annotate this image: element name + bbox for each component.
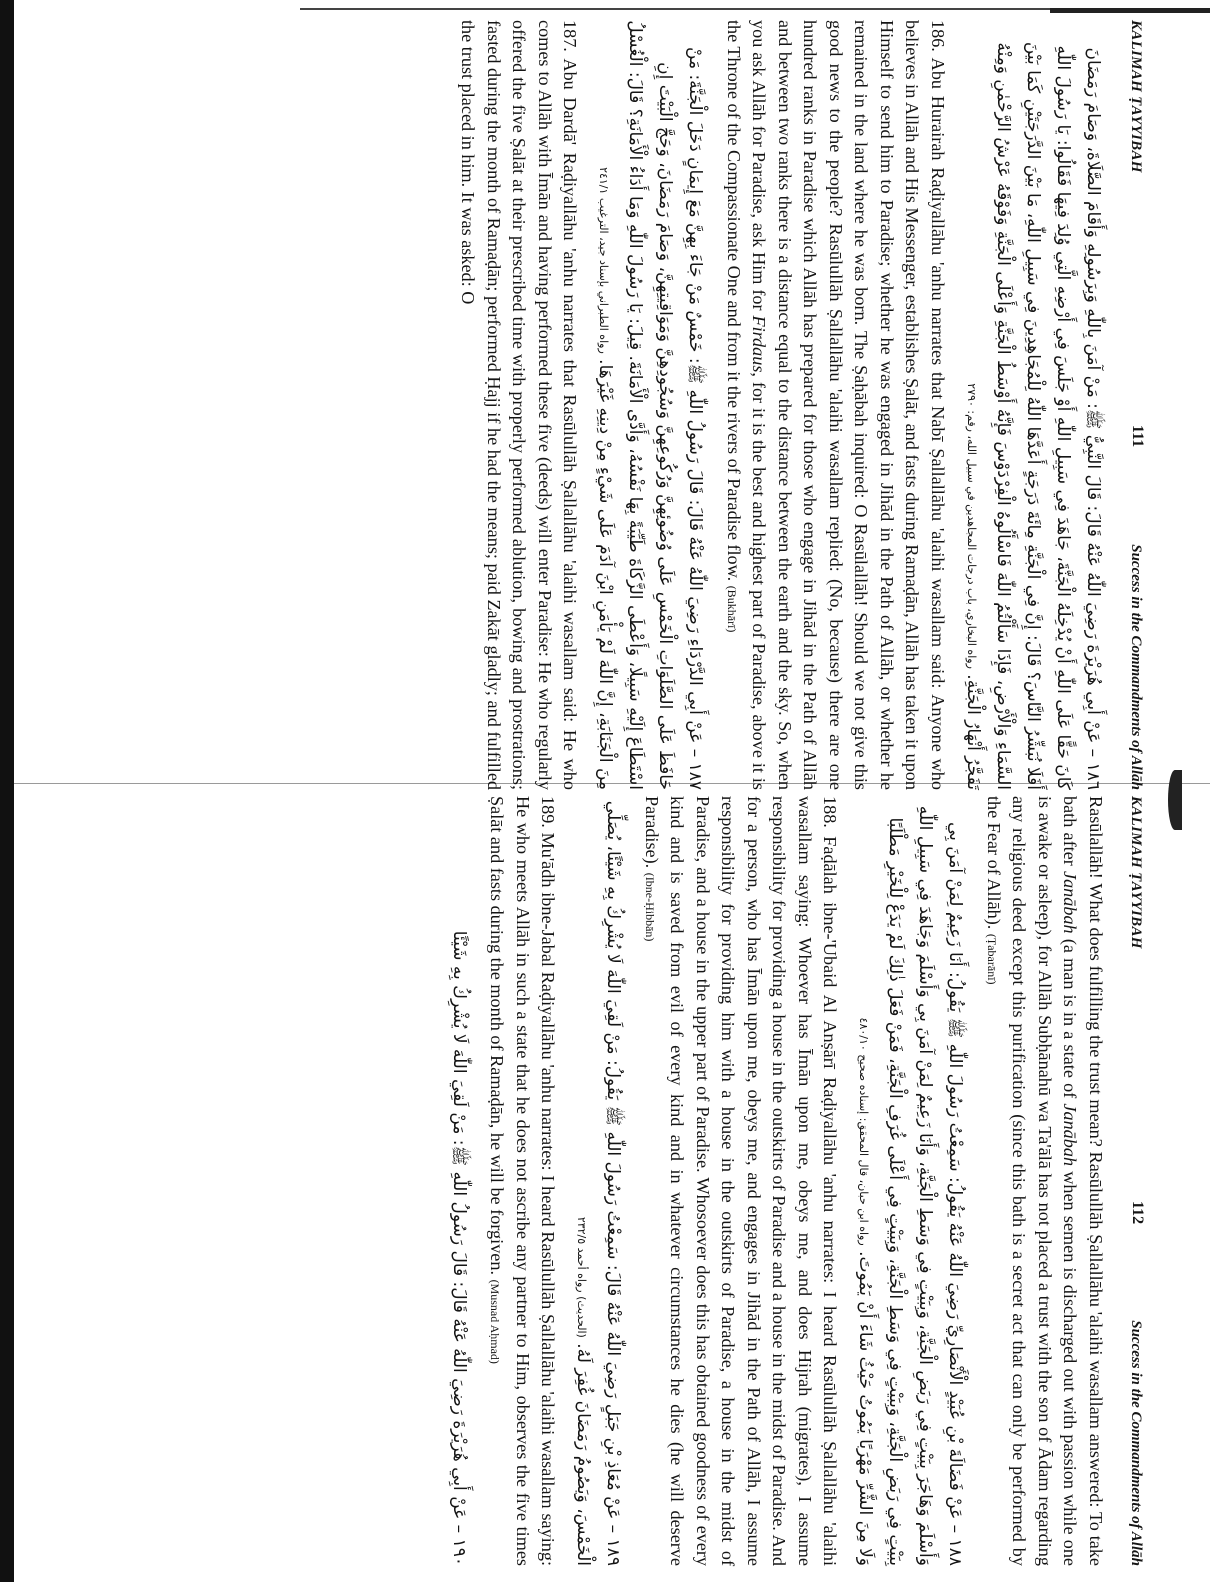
page-number: 112 [1129,1201,1146,1225]
hadith-187-continuation: Rasūlallāh! What does fulfilling the trust mean? Rasūlullāh Ṣallallāhu 'alaihi wasallam answered: To take bath after Janābah (a man is in a state of Janābah when semen is discharged out with passion while one is awake or asleep), for Allāh Subḥānahū wa Ta'ālā has not placed a trust with the son of Ādam regarding any religious deed except this purification (since this bath is a secret act that can only be performed by the Fear of Allāh). (Ṭabarānī) [984,796,1106,1566]
hadith-186-arabic: ١٨٦ – عَنْ أَبِي هُرَيْرَةَ رَضِيَ اللّٰهُ عَنْهُ قَالَ: قَالَ النَّبِيُّ ﷺ: مَنْ آمَنَ بِاللّٰهِ وَبِرَسُولِهِ وَأَقَامَ الصَّلَاةَ، وَصَامَ رَمَضَانَ كَانَ حَقًّا عَلَى اللّٰهِ أَنْ يُدْخِلَهُ الْجَنَّةَ، جَاهَدَ فِي سَبِيلِ اللّٰهِ أَوْ جَلَسَ فِي أَرْضِهِ الَّتِي وُلِدَ فِيهَا فَقَالُوا: يَا رَسُولَ اللّٰهِ أَفَلَا نُبَشِّرُ النَّاسَ؟ قَالَ: إِنَّ فِي الْجَنَّةِ مِائَةَ دَرَجَةٍ أَعَدَّهَا اللّٰهُ لِلْمُجَاهِدِينَ فِي سَبِيلِ اللّٰهِ، مَا بَيْنَ الدَّرَجَتَيْنِ كَمَا بَيْنَ السَّمَاءِ وَالْأَرْضِ، فَإِذَا سَأَلْتُمُ اللّٰهَ فَاسْأَلُوهُ الْفِرْدَوْسَ فَإِنَّهُ أَوْسَطُ الْجَنَّةِ وَأَعْلَى الْجَنَّةِ وَفَوْقَهُ عَرْشُ الرَّحْمٰنِ وَمِنْهُ تَفَجَّرُ أَنْهَارُ الْجَنَّةِ. رواه البخاري، باب درجات المجاهدين في سبيل الله، رقم: ٢٧٩٠ [963,41,1103,790]
hadith-186-arabic-source: رواه البخاري، باب درجات المجاهدين في سبيل الله، رقم: ٢٧٩٠ [965,383,978,669]
binding-edge [0,0,14,1582]
hadith-186-source: (Bukhārī) [725,585,739,633]
hadith-187-english: 187. Abu Dardā' Raḍiyallāhu 'anhu narrates that Rasūlullāh Ṣallallāhu 'alaihi wasallam said: He who comes to Allāh with Īmān and having performed these five (deeds) will enter Paradise: He who regularly offered the five Ṣalāt at their prescribed time with properly performed ablution, bowing and prostrations; fasted during the month of Ramaḍān; performed Ḥajj if he had the means; paid Zakāt gladly; and fulfilled the trust placed in him. It was asked: O [458,20,581,790]
hadith-188-source: (Ibne-Ḥibbān) [643,872,657,942]
hadith-186-english: 186. Abu Hurairah Raḍiyallāhu 'anhu narrates that Nabī Ṣallallāhu 'alaihi wasallam said: Anyone who believes in Allāh and His Messenger, establishes Ṣalāt, and fasts during Ramaḍān, Allāh has taken it upon Himself to send him to Paradise; whether he was engaged in Jihād in the Path of Allāh, or whether he remained in the land where he was born. The Ṣaḥābah inquired: O Rasūlallāh! Should we not give this good news to the people? Rasūlullāh Ṣallallāhu 'alaihi wasallam replied: (No, because) there are one hundred ranks in Paradise which Allāh has prepared for those who engage in Jihād in the Path of Allāh and between two ranks there is a distance equal to the distance between the earth and the sky. So, when you ask Allāh for Paradise, ask Him for Firdaus, for it is the best and highest part of Paradise, above it is the Throne of the Compassionate One and from it the rivers of Paradise flow. (Bukhārī) [724,20,948,790]
hadith-188-arabic-source: رواه ابن حبان، قال المحقق: إسناده صحيح ٤٨٠/١٠ [857,1017,871,1246]
hadith-189-source: (Musnad Aḥmad) [488,1279,503,1364]
scan-top-edge-dark [1050,8,1210,13]
hadith-187-source: (Ṭabarānī) [985,933,999,985]
page-112 [449,796,1150,1566]
header-running-title: Success in the Commandments of Allāh [1128,544,1144,790]
header-running-title: Success in the Commandments of Allāh [1128,1320,1144,1566]
page-header [1116,796,1150,1566]
hadith-188-arabic: ١٨٨ – عَنْ فَضَالَةَ بْنِ عُبَيْدٍ الْأَنْصَارِيِّ رَضِيَ اللّٰهُ عَنْهُ يَقُولُ: سَمِعْتُ رَسُولَ اللّٰهِ ﷺ يَقُولُ: أَنَا زَعِيمٌ لِمَنْ آمَنَ بِي وَأَسْلَمَ وَهَاجَرَ بِبَيْتٍ فِي رَبَضِ الْجَنَّةِ، وَبِبَيْتٍ فِي وَسَطِ الْجَنَّةِ، وَأَنَا زَعِيمٌ لِمَنْ آمَنَ بِي وَأَسْلَمَ وَجَاهَدَ فِي سَبِيلِ اللّٰهِ بِبَيْتٍ فِي رَبَضِ الْجَنَّةِ، وَبِبَيْتٍ فِي وَسَطِ الْجَنَّةِ، وَبِبَيْتٍ فِي أَعْلَى غُرَفِ الْجَنَّةِ، فَمَنْ فَعَلَ ذٰلِكَ لَمْ يَدَعْ لِلْخَيْرِ مَطْلَبًا وَلَا مِنَ الشَّرِّ مَهْرَبًا يَمُوتُ حَيْثُ شَاءَ أَنْ يَمُوتَ. رواه ابن حبان، قال المحقق: إسناده صحيح ٤٨٠/١٠ [855,805,966,1566]
page-header [1116,20,1150,790]
header-title: KALIMAH ṬAYYIBAH [1128,796,1144,949]
page-number: 111 [1129,425,1146,448]
hadith-187-arabic: ١٨٧ – عَنْ أَبِي الدَّرْدَاءِ رَضِيَ اللّٰهُ عَنْهُ قَالَ: قَالَ رَسُولُ اللّٰهِ ﷺ: خَمْسٌ مَنْ جَاءَ بِهِنَّ مَعَ إِيمَانٍ دَخَلَ الْجَنَّةَ: مَنْ حَافَظَ عَلَى الصَّلَوَاتِ الْخَمْسِ عَلَى وُضُوئِهِنَّ وَرُكُوعِهِنَّ وَسُجُودِهِنَّ وَمَوَاقِيتِهِنَّ، وَصَامَ رَمَضَانَ، وَحَجَّ الْبَيْتَ إِنِ اسْتَطَاعَ إِلَيْهِ سَبِيلًا، وَأَعْطَى الزَّكَاةَ طَيِّبَةً بِهَا نَفْسُهُ، وَأَدَّى الْأَمَانَةَ. قِيلَ: يَا رَسُولَ اللّٰهِ وَمَا أَدَاءُ الْأَمَانَةِ؟ قَالَ: الْغُسْلُ مِنَ الْجَنَابَةِ، إِنَّ اللّٰهَ لَمْ يَأْمَنِ ابْنَ آدَمَ عَلَى شَيْءٍ مِنْ دِينِهِ غَيْرَهَا. رواه الطبراني بإسناد جيد، الترغيب ٢٤١/١ [595,20,706,790]
hadith-187-arabic-source: رواه الطبراني بإسناد جيد، الترغيب ٢٤١/١ [597,167,611,354]
hadith-190-arabic: ١٩٠ – عَنْ أَبِي هُرَيْرَةَ رَضِيَ اللّٰهُ عَنْهُ قَالَ: قَالَ رَسُولُ اللّٰهِ ﷺ: مَنْ لَقِيَ اللّٰهَ لَا يُشْرِكُ بِهِ شَيْئًا [449,930,469,1566]
hadith-189-arabic: ١٨٩ – عَنْ مُعَاذِ بْنِ جَبَلٍ رَضِيَ اللّٰهُ عَنْهُ قَالَ: سَمِعْتُ رَسُولَ اللّٰهِ ﷺ يَقُولُ: مَنْ لَقِيَ اللّٰهَ لَا يُشْرِكُ بِهِ شَيْئًا، يُصَلِّي الْخَمْسَ، وَيَصُومُ رَمَضَانَ غُفِرَ لَهُ. (الحديث) رواه أحمد ٢٣٢/٥ [573,800,624,1566]
hadith-188-english: 188. Faḍālah ibne-'Ubaid Al Anṣārī Raḍiyallāhu 'anhu narrates: I heard Rasūlullāh Ṣallallāhu 'alaihi wasallam saying: Whoever has Īmān upon me, obeys me, and does Hijrah (migrates), I assume responsibility for providing a house in the outskirts of Paradise and a house in the midst of Paradise. And for a person, who has Īmān upon me, obeys me, and engages in Jihād in the Path of Allāh, I assume responsibility for providing him with a house in the outskirts of Paradise, a house in the midst of Paradise, and a house in the upper part of Paradise. Whosoever does this has obtained goodness of every kind and is saved from evil of every kind and in whatever circumstances he dies (he will deserve Paradise). (Ibne-Ḥibbān) [642,796,841,1566]
hadith-189-arabic-source: (الحديث) رواه أحمد ٢٣٢/٥ [575,1216,589,1338]
page-111 [458,20,1150,790]
hadith-189-english: 189. Mu'ādh ibne-Jabal Raḍiyallāhu 'anhu narrates: I heard Rasūlullāh Ṣallallāhu 'alaihi wasallam saying: He who meets Allāh in such a state that he does not ascribe any partner to Him, observes the five times Ṣalāt and fasts during the month of Ramaḍān, he will be forgiven. (Musnad Aḥmad) [487,796,559,1566]
header-title: KALIMAH ṬAYYIBAH [1128,20,1144,173]
spine-shadow [1168,770,1182,830]
